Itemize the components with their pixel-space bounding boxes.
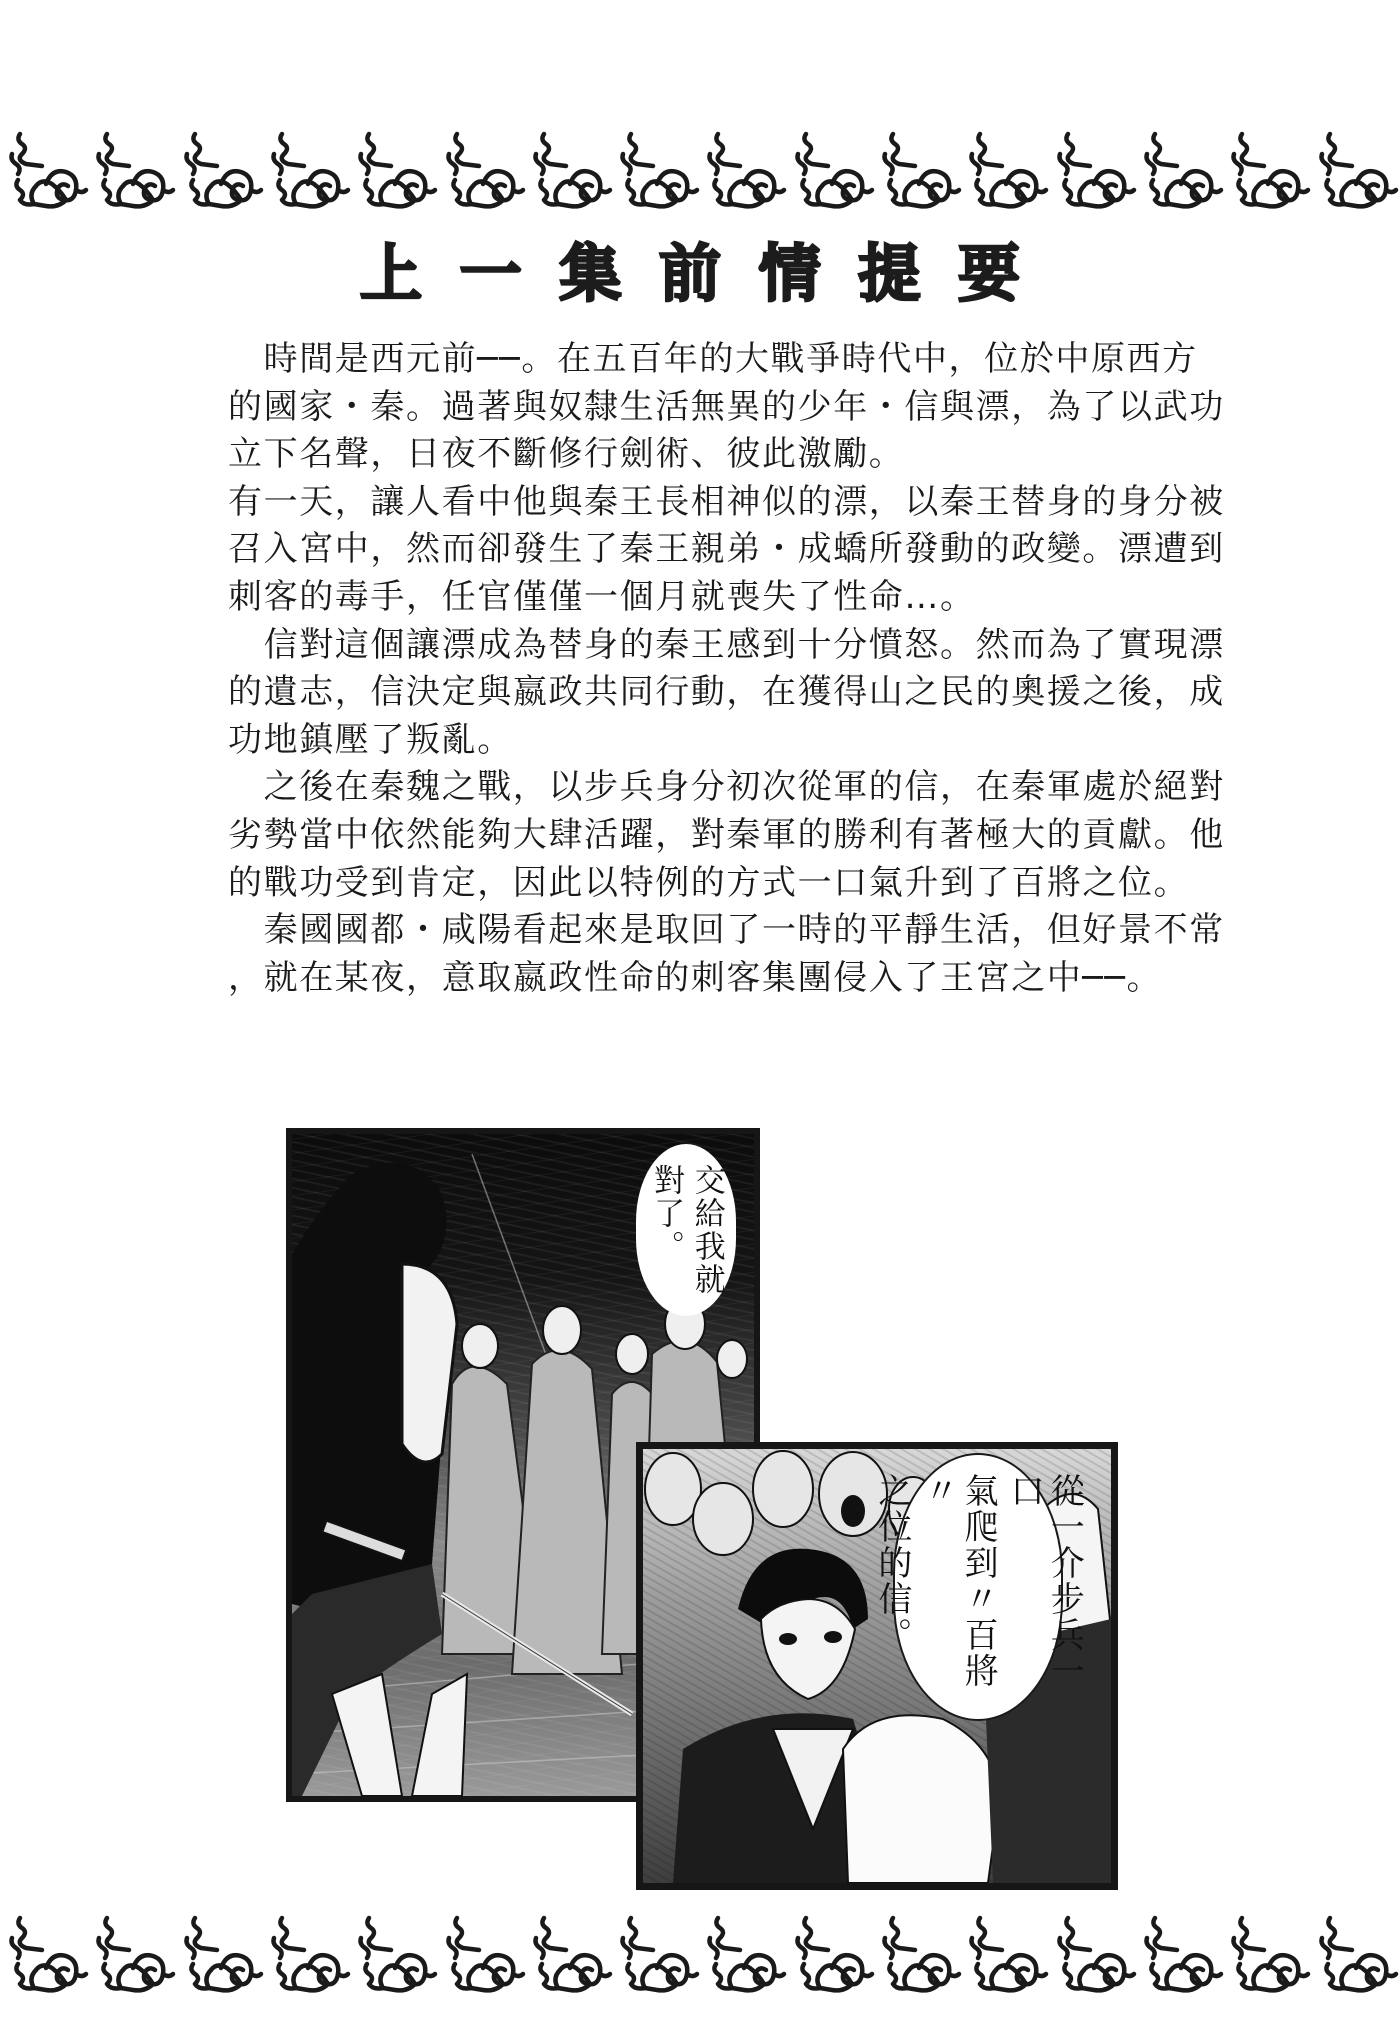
bubble-text-column: 對了。 <box>648 1164 684 1263</box>
cloud-swirl-icon <box>966 1912 1050 1994</box>
bubble-text-column: 氣爬到〃百將〃 <box>917 1473 999 1689</box>
cloud-swirl-icon <box>268 1912 352 1994</box>
bubble-text-column: 從一介步兵一口 <box>1004 1473 1085 1689</box>
title-char: 一 <box>459 237 522 310</box>
speech-bubble <box>636 1144 736 1316</box>
bubble-text-column: 交給我就 <box>688 1164 725 1296</box>
cloud-swirl-icon <box>1228 1912 1312 1994</box>
top-cloud-border <box>0 128 1400 210</box>
title-char: 提 <box>858 237 921 310</box>
summary-line: 功地鎮壓了叛亂。 <box>228 719 513 760</box>
cloud-swirl-icon <box>1054 128 1138 210</box>
story-summary <box>228 336 1225 1002</box>
cloud-swirl-icon <box>530 1912 614 1994</box>
speech-bubble <box>871 1453 1085 1721</box>
cloud-swirl-icon <box>704 128 788 210</box>
cloud-swirl-icon <box>617 128 701 210</box>
cloud-swirl-icon <box>181 128 265 210</box>
cloud-swirl-icon <box>443 1912 527 1994</box>
cloud-swirl-icon <box>792 1912 876 1994</box>
cloud-swirl-icon <box>443 128 527 210</box>
title-char: 集 <box>559 237 622 310</box>
summary-line: 的戰功受到肯定，因此以特例的方式一口氣升到了百將之位。 <box>228 862 1190 903</box>
cloud-swirl-icon <box>6 128 90 210</box>
cloud-swirl-icon <box>1316 1912 1400 1994</box>
bottom-cloud-border <box>0 1912 1400 1994</box>
title-char: 情 <box>758 237 821 310</box>
cloud-swirl-icon <box>268 128 352 210</box>
summary-line: 時間是西元前──。在五百年的大戰爭時代中，位於中原西方 <box>228 339 1198 379</box>
cloud-swirl-icon <box>1141 1912 1225 1994</box>
cloud-swirl-icon <box>879 1912 963 1994</box>
cloud-swirl-icon <box>1141 128 1225 210</box>
cloud-swirl-icon <box>93 1912 177 1994</box>
summary-line: 的國家・秦。過著與奴隸生活無異的少年・信與漂，為了以武功 <box>228 386 1225 427</box>
manga-panel-shin <box>636 1442 1118 1890</box>
cloud-swirl-icon <box>966 128 1050 210</box>
summary-line: 召入宮中，然而卻發生了秦王親弟・成蟜所發動的政變。漂遭到 <box>228 529 1225 570</box>
bubble-text-column: 之位的信。 <box>871 1473 912 1653</box>
cloud-swirl-icon <box>6 1912 90 1994</box>
title-char: 要 <box>957 237 1020 310</box>
title-char: 上 <box>360 237 423 310</box>
cloud-swirl-icon <box>617 1912 701 1994</box>
summary-line: 秦國國都・咸陽看起來是取回了一時的平靜生活，但好景不常 <box>228 910 1225 951</box>
summary-line: ，就在某夜，意取嬴政性命的刺客集團侵入了王宮之中──。 <box>228 957 1163 998</box>
cloud-swirl-icon <box>530 128 614 210</box>
cloud-swirl-icon <box>93 128 177 210</box>
cloud-swirl-icon <box>181 1912 265 1994</box>
summary-line: 之後在秦魏之戰，以步兵身分初次從軍的信，在秦軍處於絕對 <box>228 767 1225 808</box>
summary-line: 立下名聲，日夜不斷修行劍術、彼此激勵。 <box>228 434 905 475</box>
cloud-swirl-icon <box>1316 128 1400 210</box>
cloud-swirl-icon <box>704 1912 788 1994</box>
cloud-swirl-icon <box>355 128 439 210</box>
title-char: 前 <box>658 237 721 310</box>
summary-line: 刺客的毒手，任官僅僅一個月就喪失了性命…。 <box>228 576 976 617</box>
page-title <box>360 236 1020 312</box>
summary-line: 有一天，讓人看中他與秦王長相神似的漂，以秦王替身的身分被 <box>228 481 1225 522</box>
cloud-swirl-icon <box>1228 128 1312 210</box>
summary-line: 信對這個讓漂成為替身的秦王感到十分憤怒。然而為了實現漂 <box>228 624 1225 665</box>
cloud-swirl-icon <box>879 128 963 210</box>
cloud-swirl-icon <box>1054 1912 1138 1994</box>
summary-line: 劣勢當中依然能夠大肆活躍，對秦軍的勝利有著極大的貢獻。他 <box>228 814 1225 855</box>
cloud-swirl-icon <box>355 1912 439 1994</box>
cloud-swirl-icon <box>792 128 876 210</box>
summary-line: 的遺志，信決定與嬴政共同行動，在獲得山之民的奧援之後，成 <box>228 672 1225 713</box>
